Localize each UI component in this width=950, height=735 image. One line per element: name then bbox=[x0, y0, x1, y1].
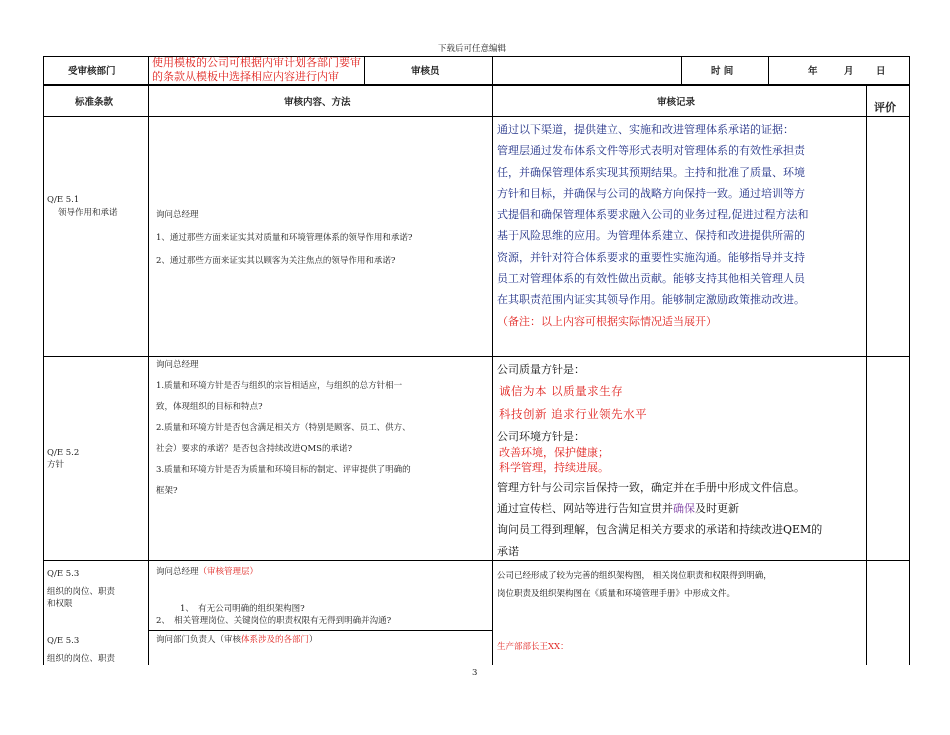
dept-label: 受审核部门 bbox=[68, 66, 116, 77]
clause-code: Q/E 5.1 bbox=[47, 195, 80, 205]
method-questions bbox=[156, 376, 490, 502]
record-line: 通过以下渠道，提供建立、实施和改进管理体系承诺的证据： bbox=[497, 123, 794, 136]
quality-policy-label: 公司质量方针是： bbox=[497, 363, 585, 376]
method-question: 2、通过那些方面来证实其以顾客为关注焦点的领导作用和承诺? bbox=[156, 256, 396, 266]
method-intro: 询问总经理 bbox=[156, 210, 199, 220]
method-intro: 询问总经理 bbox=[156, 360, 199, 370]
method-line: 框架? bbox=[156, 486, 178, 496]
method-line: 3.质量和环境方针是否为质量和环境目标的制定、评审提供了明确的 bbox=[156, 465, 411, 475]
top-note: 下载后可任意编辑 bbox=[438, 44, 507, 54]
clause-name: 方针 bbox=[47, 460, 65, 470]
dept-note: 使用模板的公司可根据内审计划各部门要审的条款从模板中选择相应内容进行内审 bbox=[152, 56, 361, 83]
method-question: 2、 相关管理岗位、关键岗位的职责权限有无得到明确并沟通? bbox=[156, 616, 392, 626]
method-line: 1.质量和环境方针是否与组织的宗旨相适应，与组织的总方针相一 bbox=[156, 381, 403, 391]
col-record: 审核记录 bbox=[657, 97, 696, 108]
record-line: 任，并确保管理体系实现其预期结果。主持和批准了质量、环境 bbox=[497, 165, 805, 179]
time-label: 时 间 bbox=[711, 66, 734, 77]
clause-name: 和权限 bbox=[47, 599, 73, 609]
record-line: 询问员工得到理解，包含满足相关方要求的承诺和持续改进QEM的 bbox=[497, 523, 823, 536]
record-line: 在其职责范围内证实其领导作用。能够制定激励政策推动改进。 bbox=[497, 293, 805, 307]
clause-code: Q/E 5.3 bbox=[47, 569, 80, 579]
record-line: 管理层通过发布体系文件等形式表明对管理体系的有效性承担责 bbox=[497, 144, 805, 158]
auditor-field[interactable] bbox=[493, 57, 680, 84]
year-label: 年 bbox=[808, 66, 818, 77]
clause-code: Q/E 5.3 bbox=[47, 636, 80, 646]
eval-cell[interactable] bbox=[867, 561, 909, 665]
method-line: 社会）要求的承诺？是否包含持续改进QMS的承诺? bbox=[156, 444, 353, 454]
eval-cell[interactable] bbox=[867, 117, 909, 356]
env-policy-line: 科学管理，持续进展。 bbox=[499, 461, 609, 474]
col-clause: 标准条款 bbox=[75, 97, 114, 108]
page-number: 3 bbox=[472, 668, 478, 678]
record-line: 基于风险思维的应用。为管理体系建立、保持和改进提供所需的 bbox=[497, 229, 805, 243]
record-line: 员工对管理体系的有效性做出贡献。能够支持其他相关管理人员 bbox=[497, 272, 805, 286]
record-text bbox=[497, 119, 863, 332]
col-method: 审核内容、方法 bbox=[284, 97, 351, 108]
month-label: 月 bbox=[844, 66, 854, 77]
record-line: 岗位职责及组织架构图在《质量和环境管理手册》中形成文件。 bbox=[497, 589, 736, 599]
clause-name: 领导作用和承诺 bbox=[58, 208, 118, 218]
clause-code: Q/E 5.2 bbox=[47, 448, 80, 458]
record-line: 生产部部长王XX： bbox=[497, 642, 569, 652]
day-label: 日 bbox=[876, 66, 886, 77]
record-line: 式提倡和确保管理体系要求融入公司的业务过程,促进过程方法和 bbox=[497, 208, 809, 222]
record-line: 方针和目标，并确保与公司的战略方向保持一致。通过培训等方 bbox=[497, 186, 805, 200]
method-question: 1、 有无公司明确的组织架构图? bbox=[180, 604, 305, 614]
clause-name: 组织的岗位、职责 bbox=[47, 587, 116, 597]
method-question: 1、通过那些方面来证实其对质量和环境管理体系的领导作用和承诺? bbox=[156, 233, 413, 243]
method-intro: 询问总经理（审核管理层） bbox=[156, 567, 259, 577]
method-line: 致，体现组织的目标和特点? bbox=[156, 402, 263, 412]
record-note: （备注：以上内容可根据实际情况适当展开） bbox=[497, 314, 717, 328]
method-line: 2.质量和环境方针是否包含满足相关方（特别是顾客、员工、供方、 bbox=[156, 423, 411, 433]
record-line: 管理方针与公司宗旨保持一致，确定并在手册中形成文件信息。 bbox=[497, 481, 805, 494]
record-line: 承诺 bbox=[497, 545, 519, 558]
clause-name: 组织的岗位、职责 bbox=[47, 654, 116, 664]
col-eval: 评价 bbox=[874, 101, 896, 114]
quality-policy-line: 诚信为本 以质量求生存 bbox=[499, 384, 624, 398]
record-line: 通过宣传栏、网站等进行告知宣贯并确保及时更新 bbox=[497, 502, 739, 515]
method-intro: 询问部门负责人（审核体系涉及的各部门） bbox=[156, 635, 318, 645]
record-line: 资源，并针对符合体系要求的重要性实施沟通。能够指导并支持 bbox=[497, 250, 805, 264]
quality-policy-line: 科技创新 追求行业领先水平 bbox=[499, 407, 648, 421]
eval-cell[interactable] bbox=[867, 357, 909, 560]
auditor-label: 审核员 bbox=[411, 66, 440, 77]
env-policy-line: 改善环境，保护健康； bbox=[499, 446, 609, 459]
record-line: 公司已经形成了较为完善的组织架构图， 相关岗位职责和权限得到明确， bbox=[497, 571, 772, 581]
env-policy-label: 公司环境方针是： bbox=[497, 430, 585, 443]
